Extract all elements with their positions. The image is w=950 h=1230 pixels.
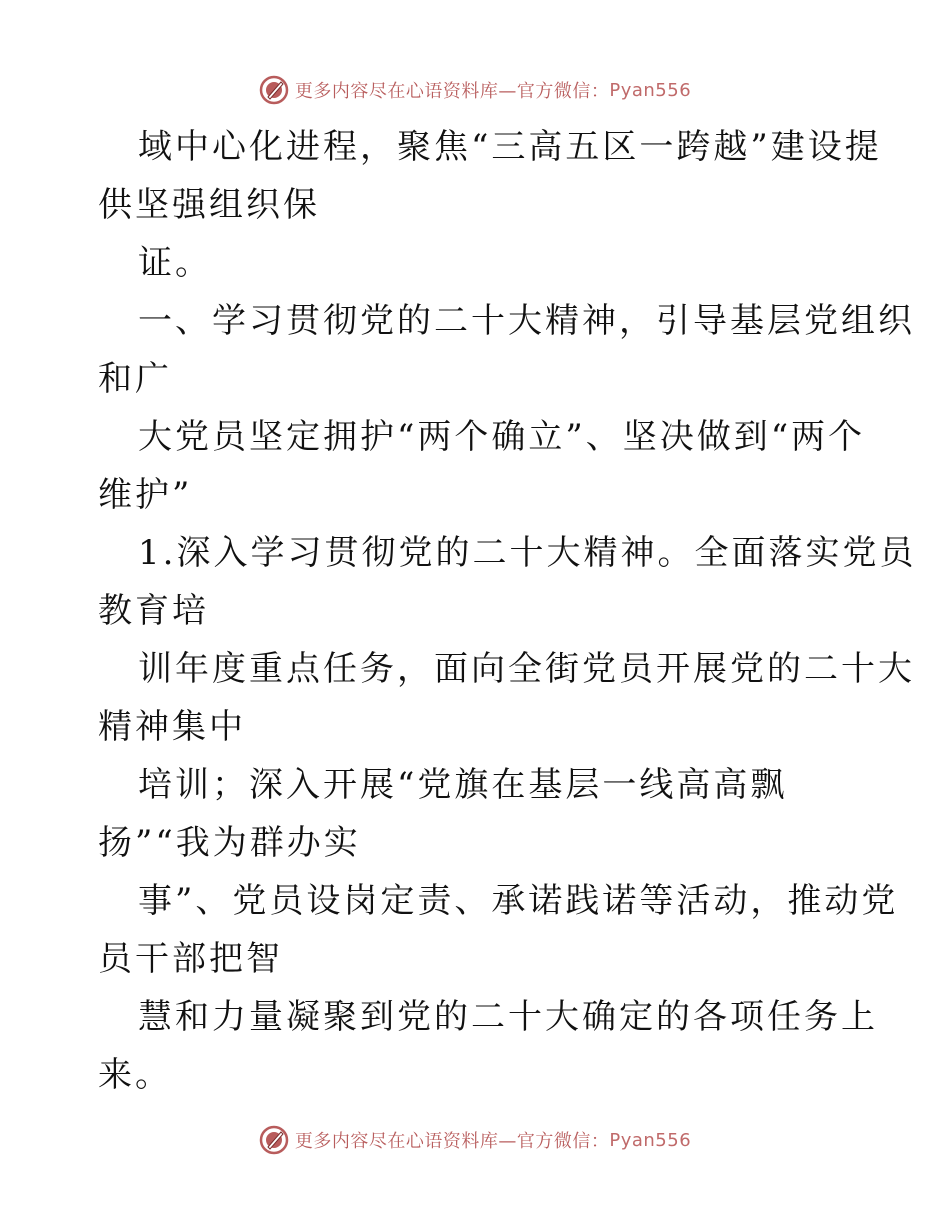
text-line: 培训；深入开展“党旗在基层一线高高飘 [138, 765, 788, 805]
text-line: 员干部把智 [98, 939, 283, 979]
section-heading-line: 维护” [98, 475, 193, 515]
watermark-header [0, 72, 950, 108]
pen-logo-icon [259, 75, 289, 105]
text-line: 域中心化进程，聚焦“三高五区一跨越”建设提 [138, 127, 882, 167]
watermark-text: 更多内容尽在心语资料库—官方微信： [294, 1131, 610, 1152]
text-line: 来。 [98, 1055, 172, 1095]
section-heading-line: 大党员坚定拥护“两个确立”、坚决做到“两个 [138, 417, 866, 457]
text-line: 慧和力量凝聚到党的二十大确定的各项任务上 [138, 997, 878, 1037]
watermark-text: 更多内容尽在心语资料库—官方微信： [294, 81, 610, 102]
text-line: 扬”“我为群办实 [98, 823, 361, 863]
text-line: 精神集中 [98, 707, 246, 747]
text-line: 1.深入学习贯彻党的二十大精神。全面落实党员 [138, 533, 917, 573]
pen-logo-icon [259, 1125, 289, 1155]
text-line: 证。 [138, 243, 212, 283]
text-line: 供坚强组织保 [98, 185, 320, 225]
text-line: 训年度重点任务，面向全街党员开展党的二十大 [138, 649, 915, 689]
section-heading-line: 和广 [98, 359, 172, 399]
section-heading-line: 一、学习贯彻党的二十大精神，引导基层党组织 [138, 301, 915, 341]
watermark-footer [0, 1122, 950, 1158]
text-line: 教育培 [98, 591, 209, 631]
text-line: 事”、党员设岗定责、承诺践诺等活动，推动党 [138, 881, 899, 921]
watermark-wechat-id: Pyan556 [609, 1129, 692, 1151]
document-body [98, 118, 917, 1104]
watermark-wechat-id: Pyan556 [609, 79, 692, 101]
